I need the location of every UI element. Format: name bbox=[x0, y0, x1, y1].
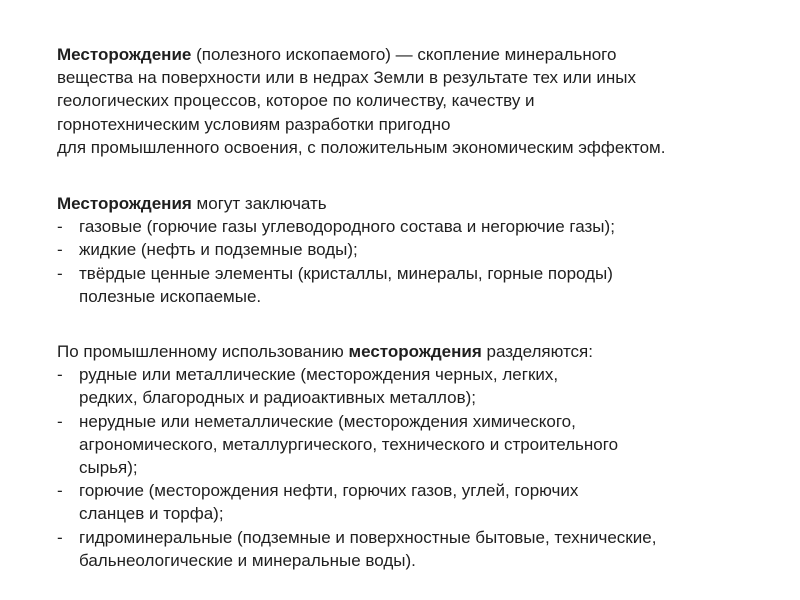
dash-bullet: - bbox=[57, 527, 63, 547]
dash-bullet: - bbox=[57, 240, 63, 260]
list-item bbox=[57, 479, 787, 525]
list-item-text: твёрдые ценные элементы (кристаллы, минералы, горные породы) bbox=[79, 263, 613, 283]
contains-term: Месторождения bbox=[57, 194, 192, 213]
list-item-text: нерудные или неметаллические (месторождения химического, bbox=[79, 411, 576, 431]
list-item-text: рудные или металлические (месторождения черных, легких, bbox=[79, 365, 559, 385]
classification-heading-prefix: По промышленному использованию bbox=[57, 342, 349, 361]
definition-line-4: горнотехническим условиям разработки пригодно bbox=[57, 114, 451, 134]
list-item-text: агрономического, металлургического, технического и строительного bbox=[79, 434, 619, 454]
definition-term: Месторождение bbox=[57, 45, 192, 64]
list-item-text: сырья); bbox=[79, 458, 138, 478]
definition-line-5: для промышленного освоения, с положительным экономическим эффектом. bbox=[57, 137, 666, 157]
list-item-text: редких, благородных и радиоактивных металлов); bbox=[79, 388, 477, 408]
list-item-text: бальнеологические и минеральные воды). bbox=[79, 550, 416, 570]
definition-line-3: геологических процессов, которое по количеству, качеству и bbox=[57, 91, 535, 111]
classification-section bbox=[57, 340, 787, 572]
list-item bbox=[57, 526, 787, 572]
list-item-text: гидроминеральные (подземные и поверхностные бытовые, технические, bbox=[79, 527, 657, 547]
contains-heading bbox=[57, 192, 787, 215]
list-item-text: жидкие (нефть и подземные воды); bbox=[79, 240, 358, 260]
classification-heading bbox=[57, 340, 787, 363]
list-item bbox=[57, 410, 787, 480]
classification-heading-suffix: разделяются: bbox=[481, 342, 593, 361]
list-item-text: горючие (месторождения нефти, горючих газов, углей, горючих bbox=[79, 481, 579, 501]
definition-line-2: вещества на поверхности или в недрах Земли в результате тех или иных bbox=[57, 68, 636, 88]
list-item-text: газовые (горючие газы углеводородного состава и негорючие газы); bbox=[79, 217, 615, 237]
dash-bullet: - bbox=[57, 217, 63, 237]
definition-text: (полезного ископаемого) — скопление минерального bbox=[191, 45, 617, 64]
contains-section bbox=[57, 192, 787, 308]
contains-heading-text: могут заключать bbox=[191, 194, 327, 213]
definition-line-1 bbox=[57, 43, 787, 66]
dash-bullet: - bbox=[57, 263, 63, 283]
list-item bbox=[57, 215, 787, 238]
classification-term: месторождения bbox=[348, 342, 482, 361]
list-item-text: сланцев и торфа); bbox=[79, 504, 224, 524]
definition-paragraph bbox=[57, 43, 787, 159]
dash-bullet: - bbox=[57, 411, 63, 431]
list-item-text: полезные ископаемые. bbox=[79, 286, 262, 306]
dash-bullet: - bbox=[57, 365, 63, 385]
list-item bbox=[57, 262, 787, 308]
list-item bbox=[57, 363, 787, 409]
dash-bullet: - bbox=[57, 481, 63, 501]
list-item bbox=[57, 238, 787, 261]
